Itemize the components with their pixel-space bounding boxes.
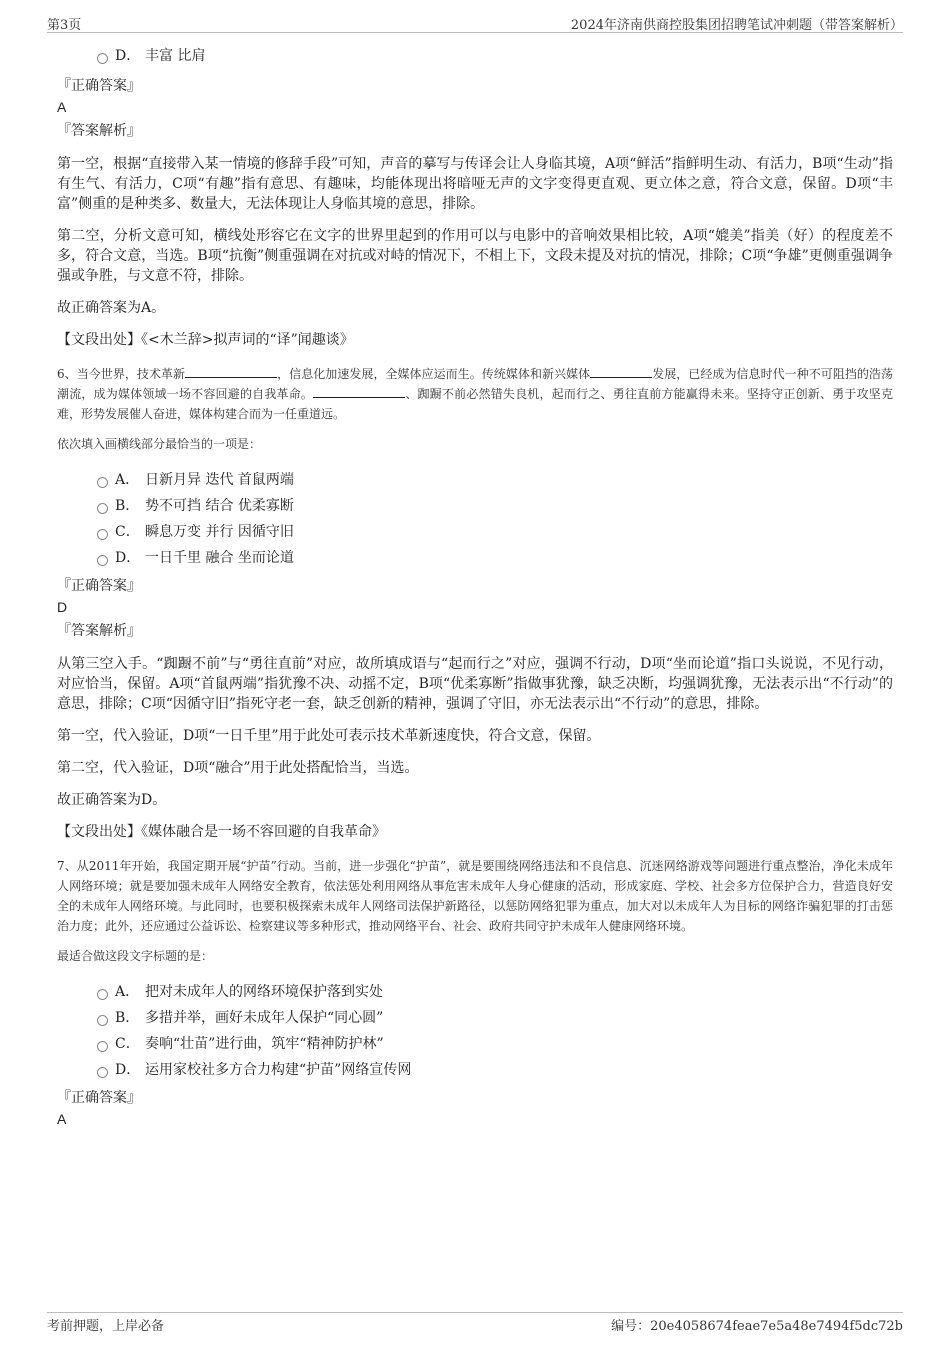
radio-icon[interactable]: [97, 1015, 108, 1026]
radio-icon[interactable]: [97, 477, 108, 488]
option-letter: C．: [115, 524, 140, 540]
option-text: 势不可挡 结合 优柔寡断: [145, 498, 294, 514]
fill-blank: [185, 365, 277, 378]
document-id: 编号：20e4058674feae7e5a48e7494f5dc72b: [611, 1319, 903, 1334]
q6-option-d[interactable]: [57, 548, 893, 574]
option-letter: A．: [115, 472, 140, 488]
q7-options: [57, 982, 893, 1086]
radio-icon[interactable]: [97, 555, 108, 566]
radio-icon[interactable]: [97, 503, 108, 514]
answer-label: 『正确答案』: [57, 1090, 141, 1106]
correct-answer: A: [57, 99, 67, 115]
fill-blank: [590, 365, 652, 378]
radio-icon[interactable]: [97, 529, 108, 540]
option-text: 一日千里 融合 坐而论道: [145, 550, 294, 566]
footer-slogan: 考前押题，上岸必备: [47, 1319, 165, 1334]
page-header: [47, 14, 903, 32]
q6-option-c[interactable]: [57, 522, 893, 548]
radio-icon[interactable]: [97, 989, 108, 1000]
option-text: 奏响“壮苗”进行曲，筑牢“精神防护林”: [145, 1036, 384, 1052]
q7-option-c[interactable]: [57, 1034, 893, 1060]
analysis-paragraph: 第一空，根据“直接带入某一情境的修辞手段”可知，声音的摹写与传译会让人身临其境，A项“鲜活”指鲜明生动、有活力，B项“生动”指有生气、有活力，C项“有趣”指有意思、有趣味，均能体现出将暗哑无声的文字变得更直观、更立体之意，符合文意，保留。D项“丰富”侧重的是种类多、数量大，无法体现让人身临其境的意思，排除。: [57, 156, 893, 212]
q6-options: [57, 470, 893, 574]
answer-label: 『正确答案』: [57, 578, 141, 594]
question-prompt: 最适合做这段文字标题的是：: [57, 949, 214, 963]
option-letter: D．: [115, 48, 141, 64]
fill-blank: [313, 385, 405, 398]
q6-option-a[interactable]: [57, 470, 893, 496]
page-number: 第3页: [47, 18, 82, 33]
header-divider: [47, 32, 903, 33]
footer-divider: [47, 1312, 903, 1313]
option-text: 运用家校社多方合力构建“护苗”网络宣传网: [145, 1062, 412, 1078]
correct-answer: A: [57, 1111, 67, 1127]
q7-option-b[interactable]: [57, 1008, 893, 1034]
option-letter: D．: [115, 1062, 141, 1078]
question-6-text: 6、当今世界，技术革新 ，信息化加速发展，全媒体应运而生。传统媒体和新兴媒体 发展，已经成为信息时代一种不可阻挡的浩荡潮流，成为媒体领域一场不容回避的自我革命。 、踟蹰不前必然错失良机，起而行之、勇往直前方能赢得未来。坚持守正创新、勇于攻坚克难，形势发展催人奋进，媒体构建合而为一任重道远。: [57, 367, 893, 421]
radio-icon[interactable]: [97, 1041, 108, 1052]
question-7-text: 7、从2011年开始，我国定期开展“护苗”行动。当前，进一步强化“护苗”，就是要围绕网络违法和不良信息、沉迷网络游戏等问题进行重点整治，净化未成年人网络环境；就是要加强未成年人网络安全教育，依法惩处利用网络从事危害未成年人身心健康的活动，形成家庭、学校、社会多方位保护合力，营造良好安全的未成年人网络环境。与此同时，也要积极探索未成年人网络司法保护新路径，以惩防网络犯罪为重点，加大对以未成年人为目标的网络诈骗犯罪的打击惩治力度；此外，还应通过公益诉讼、检察建议等多种形式，推动网络平台、社会、政府共同守护未成年人健康网络环境。: [57, 859, 893, 933]
analysis-paragraph: 故正确答案为D。: [57, 792, 167, 808]
answer-label: 『正确答案』: [57, 78, 141, 94]
analysis-paragraph: 第一空，代入验证，D项“一日千里”用于此处可表示技术革新速度快，符合文意，保留。: [57, 728, 601, 744]
source-citation: 【文段出处】《<木兰辞>拟声词的“译”闻趣谈》: [57, 332, 354, 348]
option-letter: A．: [115, 984, 140, 1000]
analysis-paragraph: 从第三空入手。“踟蹰不前”与“勇往直前”对应，故所填成语与“起而行之”对应，强调不行动，D项“坐而论道”指口头说说，不见行动，对应恰当，保留。A项“首鼠两端”指犹豫不决、动摇不定，B项“优柔寡断”指做事犹豫，缺乏决断，均强调犹豫，无法表示出“不行动”的意思，排除；C项“因循守旧”指死守老一套，缺乏创新的精神，强调了守旧，亦无法表示出“不行动”的意思，排除。: [57, 656, 893, 712]
option-text: 把对未成年人的网络环境保护落到实处: [145, 984, 383, 1000]
analysis-paragraph: 第二空，分析文意可知，横线处形容它在文字的世界里起到的作用可以与电影中的音响效果相比较，A项“媲美”指美（好）的程度差不多，符合文意，当选。B项“抗衡”侧重强调在对抗或对峙的情况下，不相上下，文段未提及对抗的情况，排除；C项“争雄”更侧重强调争强或争胜，与文意不符，排除。: [57, 228, 893, 284]
analysis-label: 『答案解析』: [57, 123, 141, 139]
radio-icon[interactable]: [97, 53, 108, 64]
radio-icon[interactable]: [97, 1067, 108, 1078]
page-footer: [47, 1315, 903, 1333]
q6-option-b[interactable]: [57, 496, 893, 522]
option-text: 日新月异 迭代 首鼠两端: [145, 472, 294, 488]
q5-option-d[interactable]: [57, 46, 893, 72]
option-letter: C．: [115, 1036, 140, 1052]
question-prompt: 依次填入画横线部分最恰当的一项是：: [57, 437, 262, 451]
source-citation: 【文段出处】《媒体融合是一场不容回避的自我革命》: [57, 824, 386, 840]
q7-option-d[interactable]: [57, 1060, 893, 1086]
option-text: 多措并举，画好未成年人保护“同心圆”: [145, 1010, 384, 1026]
analysis-label: 『答案解析』: [57, 623, 141, 639]
option-letter: B．: [115, 1010, 140, 1026]
correct-answer: D: [57, 599, 68, 615]
document-title: 2024年济南供商控股集团招聘笔试冲刺题（带答案解析）: [570, 18, 903, 33]
option-text: 丰富 比肩: [145, 48, 206, 64]
analysis-paragraph: 故正确答案为A。: [57, 300, 166, 316]
option-text: 瞬息万变 并行 因循守旧: [145, 524, 294, 540]
q7-option-a[interactable]: [57, 982, 893, 1008]
option-letter: D．: [115, 550, 141, 566]
analysis-paragraph: 第二空，代入验证，D项“融合”用于此处搭配恰当，当选。: [57, 760, 419, 776]
document-body: [57, 46, 893, 1129]
option-letter: B．: [115, 498, 140, 514]
